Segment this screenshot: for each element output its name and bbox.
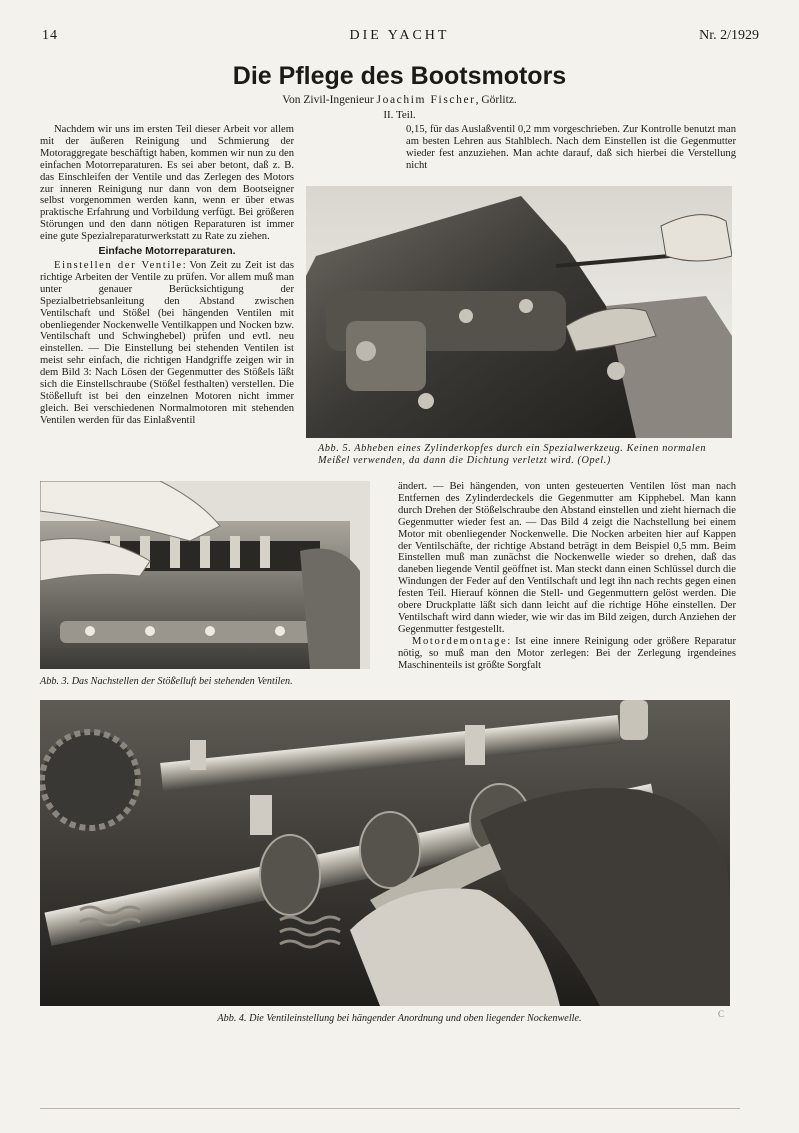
figure-4-caption: Abb. 4. Die Ventileinstellung bei hängender Anordnung und oben liegender Nockenwelle. bbox=[217, 1013, 582, 1024]
valve-paragraph bbox=[40, 260, 294, 427]
byline bbox=[0, 94, 799, 106]
article-title: Die Pflege des Bootsmotors bbox=[232, 62, 567, 90]
magazine-name: DIE YACHT bbox=[349, 28, 450, 43]
column-right-top bbox=[406, 124, 736, 172]
engine-cylinder-head-illustration bbox=[306, 186, 732, 438]
footer-divider bbox=[40, 1108, 740, 1109]
issue-number: Nr. 2/1929 bbox=[699, 28, 759, 43]
disassembly-paragraph bbox=[398, 636, 736, 672]
subheading: Einfache Motorreparaturen. bbox=[98, 245, 236, 258]
column-right-top-text: 0,15, für das Auslaßventil 0,2 mm vorgeschrieben. Zur Kontrolle benutzt man am besten Lehren aus Stahlblech. Nach dem Einstellen ist die Gegenmutter wieder fest anzuziehen. Man achte darauf, daß sich hierbei die Verstellung nicht bbox=[406, 124, 736, 171]
valve-paragraph-lead: Einstellen der Ventile bbox=[54, 259, 183, 271]
author-name: Joachim Fischer bbox=[376, 94, 476, 106]
page-number: 14 bbox=[42, 28, 58, 43]
column-left bbox=[40, 124, 294, 427]
figure-3-caption: Abb. 3. Das Nachstellen der Stößelluft bei stehenden Ventilen. bbox=[40, 676, 293, 687]
overhead-camshaft-illustration bbox=[40, 700, 730, 1006]
disassembly-paragraph-text: : Ist eine innere Reinigung oder größere Reparatur nötig, so muß man den Motor zerlegen: Bei der Zerlegung irgendeines Maschinenteils ist größte Sorgfalt bbox=[398, 635, 736, 671]
byline-prefix: Von Zivil-Ingenieur bbox=[282, 94, 374, 106]
figure-5-photo bbox=[306, 186, 732, 438]
column-right-bottom-text: ändert. — Bei hängenden, von unten gesteuerten Ventilen löst man nach Entfernen des Zylinderdeckels die Gegenmutter am Kipphebel. Man kann durch Drehen der Stößelschraube den Abstand einstellen und zieht hiernach die Gegenmutter wieder fest an. — Das Bild 4 zeigt die Nachstellung bei einem Motor mit obenliegender Nockenwelle. Die Nocken arbeiten hier auf Kappen der Ventilschäfte, der richtige Abstand beträgt in dem Beispiel 0,5 mm. Beim Einstellen muß man zunächst die Nockenwelle wieder so drehen, daß das daneben liegende Ventil geöffnet ist. Man steckt dann einen Schlüssel durch die Windungen der Feder auf den Ventilschaft und legt ihn nach rechts gegen einen festen Teil. Hierauf können die Stell- und Gegenmuttern gelöst werden. Die obere Druckplatte läßt sich dann leicht auf die richtige Höhe einstellen. Der Ventilschaft wird dann wieder, wie wir das im Bild zeigen, durch Anziehen der Gegenmutter festgestellt. bbox=[398, 481, 736, 635]
intro-paragraph: Nachdem wir uns im ersten Teil dieser Arbeit vor allem mit der äußeren Reinigung und Schmierung der Motoraggregate beschäftigt haben, kommen wir nun zu den einfachen Motorreparaturen. Es sei aber betont, daß z. B. das Einschleifen der Ventile und das Zerlegen des Motors zur inneren Reinigung nur dann von dem Bootseigner selbst vorgenommen werden kann, wenn er über etwas praktische Erfahrung und Vorbildung verfügt. Bei größeren Störungen und den dann nötigen Reparaturen ist immer eine gute Spezialreparaturwerkstatt zu Rate zu ziehen. bbox=[40, 124, 294, 243]
valve-paragraph-text: : Von Zeit zu Zeit ist das richtige Arbeiten der Ventile zu prüfen. Vor allem muß man unter genauer Berücksichtigung der Spezialbetriebsanleitung den Abstand zwischen Ventilschaft und Stößel (bei hängenden Ventilen mit obenliegender Nockenwelle Ventilkappen und Nocken bzw. Ventilschaft und Schwinghebel) prüfen und evtl. neu einstellen. — Die Einstellung bei stehenden Ventilen ist meist sehr einfach, die richtigen Handgriffe zeigen wir in dem Bild 3: Nach Lösen der Gegenmutter des Stößels läßt sich die Einstellschraube (Stößel festhalten) verstellen. Die Stößelluft ist bei den einzelnen Motoren nicht immer gleich. Bei verschiedenen Normalmotoren mit stehenden Ventilen werden für das Einlaßventil bbox=[40, 259, 294, 426]
footer-mark: C bbox=[718, 1009, 725, 1019]
disassembly-paragraph-lead: Motordemontage bbox=[412, 635, 508, 647]
figure-5-caption: Abb. 5. Abheben eines Zylinderkopfes durch ein Spezialwerkzeug. Keinen normalen Meißel verwenden, da dann die Dichtung verletzt wird. (Opel.) bbox=[318, 443, 707, 466]
figure-4-photo bbox=[40, 700, 730, 1006]
article-part: II. Teil. bbox=[383, 109, 416, 121]
author-location: , Görlitz. bbox=[475, 94, 517, 106]
column-right-bottom bbox=[398, 481, 736, 672]
figure-3-photo bbox=[40, 481, 370, 669]
side-valve-engine-illustration bbox=[40, 481, 370, 669]
